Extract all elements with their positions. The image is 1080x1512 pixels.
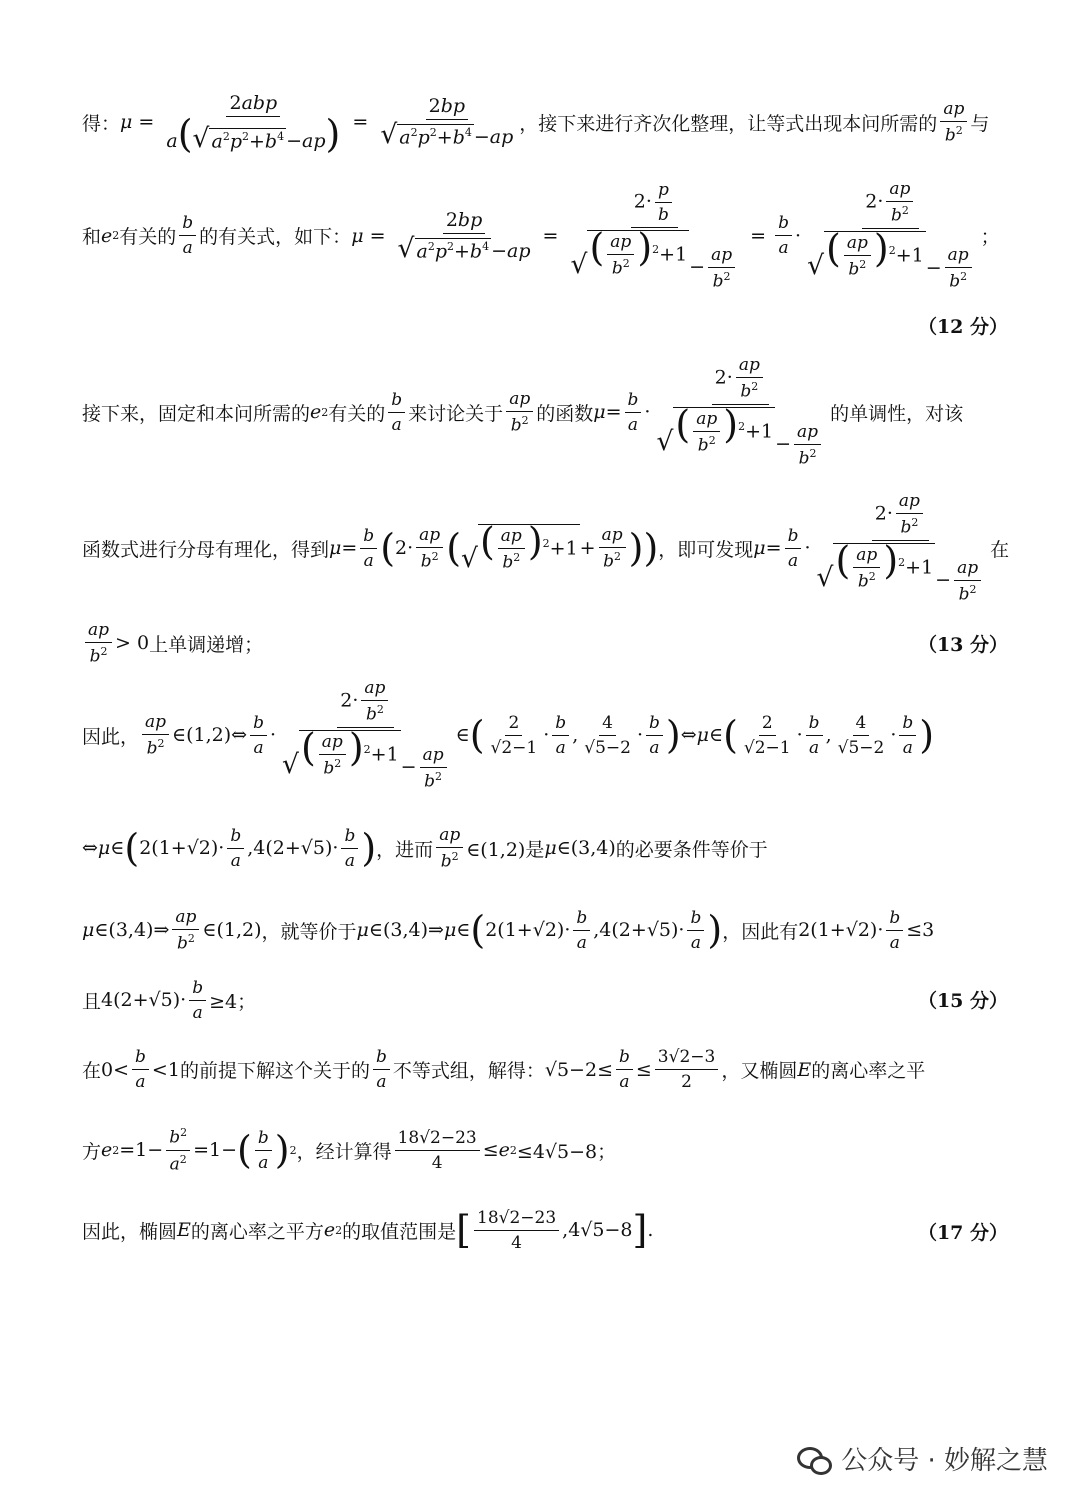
text: ，经计算得	[296, 1140, 392, 1163]
text: 来讨论关于	[408, 402, 504, 425]
text: 因此，椭圆	[82, 1220, 178, 1243]
equation-line-7: ⇔ μ ∈ ( 2(1+√2)· $\frac{b}{a}$ ,4(2+√5)· $\frac{b}{a}$ ) ，进而 $\frac{ap}{b^2}$ ∈(1,2)是 μ ∈(3,4) 的必要条件等价于	[82, 824, 768, 872]
text: 在	[82, 1060, 102, 1082]
text: 的必要条件等价于	[615, 838, 768, 861]
text: 的离心率之平方	[190, 1220, 324, 1243]
text: 的前提下解这个关于的	[179, 1060, 370, 1082]
text: 的取值范围是	[342, 1220, 457, 1243]
text: 函数式进行分母有理化，得到	[82, 538, 330, 561]
score-label: （12 分）	[917, 316, 1008, 338]
text: 与	[970, 112, 990, 135]
equation-line-11: 方 e 2 =1− $\frac{b^2}{a^2}$ =1− ( $\frac{b}{a}$ ) 2 ，经计算得 $\frac{18√2-23}{4}$ ≤ e 2 ≤4√5−8；	[82, 1125, 617, 1175]
equation-line-12: 因此，椭圆 E 的离心率之平方 e 2 的取值范围是 [ $\frac{18√2-23}{4}$ ,4√5−8 ] .	[82, 1207, 654, 1253]
text: 的有关式，如下：	[199, 226, 352, 248]
text: 的离心率之平	[811, 1060, 926, 1082]
text: 接下来，固定和本问所需的	[82, 402, 311, 425]
text: 和	[82, 226, 102, 248]
score-label: （13 分）	[917, 634, 1008, 656]
equation-line-10: 在 0< $\frac{b}{a}$ <1 的前提下解这个关于的 $\frac{b}{a}$ 不等式组，解得： √5−2≤ $\frac{b}{a}$ ≤ $\frac{3√2-3}{2}$ ，又椭圆 E 的离心率之平	[82, 1047, 926, 1092]
wechat-icon	[797, 1445, 831, 1473]
text: 因此，	[82, 725, 140, 748]
equation-line-6: 因此， $\frac{ap}{b^2}$ ∈(1,2)⇔ $\frac{b}{a}$ · 2· $\frac{ap}{b^2}$ √ ( $\frac{ap}{b^2}$ )$^2$+1 − $\frac{ap}{b^2}$ ∈ ( $\frac{2}{√2-1}$ · $\frac{b}{a}$ , $\frac{4}{√5-2}$ · $\frac{b}{a}$ ) ⇔ μ ∈ ( $\frac{2}{√2-1}$ · $\frac{b}{a}$ , $\frac{4}{√5-2}$ · $\frac{b}{a}$ )	[82, 678, 935, 792]
watermark	[797, 1440, 1048, 1477]
fraction: 2bp √ $a^2p^2+b^4$ −ap	[380, 95, 514, 151]
equation-line-8: μ ∈(3,4)⇒ $\frac{ap}{b^2}$ ∈(1,2) ，就等价于 μ ∈(3,4)⇒ μ ∈ ( 2(1+√2)· $\frac{b}{a}$ ,4(2+√5)· $\frac{b}{a}$ ) ，因此有 2(1+√2)· $\frac{b}{a}$ ≤3	[82, 906, 935, 954]
equation-line-4: 函数式进行分母有理化，得到 μ = $\frac{b}{a}$ ( 2· $\frac{ap}{b^2}$ ( √ ( $\frac{ap}{b^2}$ )$^2$+1 + $\frac{ap}{b^2}$ )) ，即可发现 μ = $\frac{b}{a}$ · 2· $\frac{ap}{b^2}$ √ ( $\frac{ap}{b^2}$ )$^2$+1 − $\frac{ap}{b^2}$ 在	[82, 491, 1010, 605]
text: 且	[82, 990, 102, 1013]
text: 的单调性，对该	[830, 402, 964, 425]
text: ，接下来进行齐次化整理，让等式出现本问所需的	[519, 112, 938, 135]
equation-line-9: 且 4(2+√5)· $\frac{b}{a}$ ≥4；	[82, 977, 257, 1023]
text: ，就等价于	[261, 920, 357, 943]
text: ，即可发现	[658, 538, 754, 561]
equation-line-3: 接下来，固定和本问所需的 e 2 有关的 $\frac{b}{a}$ 来讨论关于 $\frac{ap}{b^2}$ 的函数 μ = $\frac{b}{a}$ · 2· $\frac{ap}{b^2}$ √ ( $\frac{ap}{b^2}$ )$^2$+1 − $\frac{ap}{b^2}$ 的单调性，对该	[82, 355, 964, 469]
text: 有关的	[119, 226, 177, 248]
equation-line-1: 得： μ = 2abp a( √ $a^2p^2+b^4$ −ap) = 2bp √ $a^2p^2+b^4$ −ap ，接下来进行齐次化整理，让等式出现本问所需的 $\frac{ap}{b^2}$ 与	[82, 91, 990, 156]
fraction: $\frac{ap}{b^2}$	[940, 99, 967, 146]
text: ，因此有	[722, 920, 799, 943]
watermark-text: 公众号 · 妙解之慧	[841, 1446, 1048, 1476]
score-label: （15 分）	[917, 990, 1008, 1012]
text: 在	[990, 538, 1010, 561]
text: ，进而	[376, 838, 434, 861]
text: 的函数	[536, 402, 594, 425]
text: ，又椭圆	[721, 1060, 798, 1082]
fraction: 2abp a( √ $a^2p^2+b^4$ −ap)	[166, 91, 341, 156]
text: 不等式组，解得：	[392, 1060, 545, 1082]
equation-line-2: 和 e 2 有关的 $\frac{b}{a}$ 的有关式，如下： μ = 2bp √ $a^2p^2+b^4$ −ap = 2· $\frac{p}{b}$ √ ( $\frac{ap}{b^2}$ )$^2$+1 − $\frac{ap}{b^2}$ = $\frac{b}{a}$ · 2· $\frac{ap}{b^2}$ √ ( $\frac{ap}{b^2}$ )$^2$+1 − $\frac{ap}{b^2}$ ；	[82, 178, 1000, 293]
equation-line-5: $\frac{ap}{b^2}$ > 0 上单调递增；	[82, 618, 1010, 668]
text: 得：	[82, 112, 121, 135]
text: 上单调递增；	[149, 633, 264, 656]
score-label: （17 分）	[917, 1222, 1008, 1244]
text: 方	[82, 1140, 102, 1163]
text: 有关的	[328, 402, 386, 425]
